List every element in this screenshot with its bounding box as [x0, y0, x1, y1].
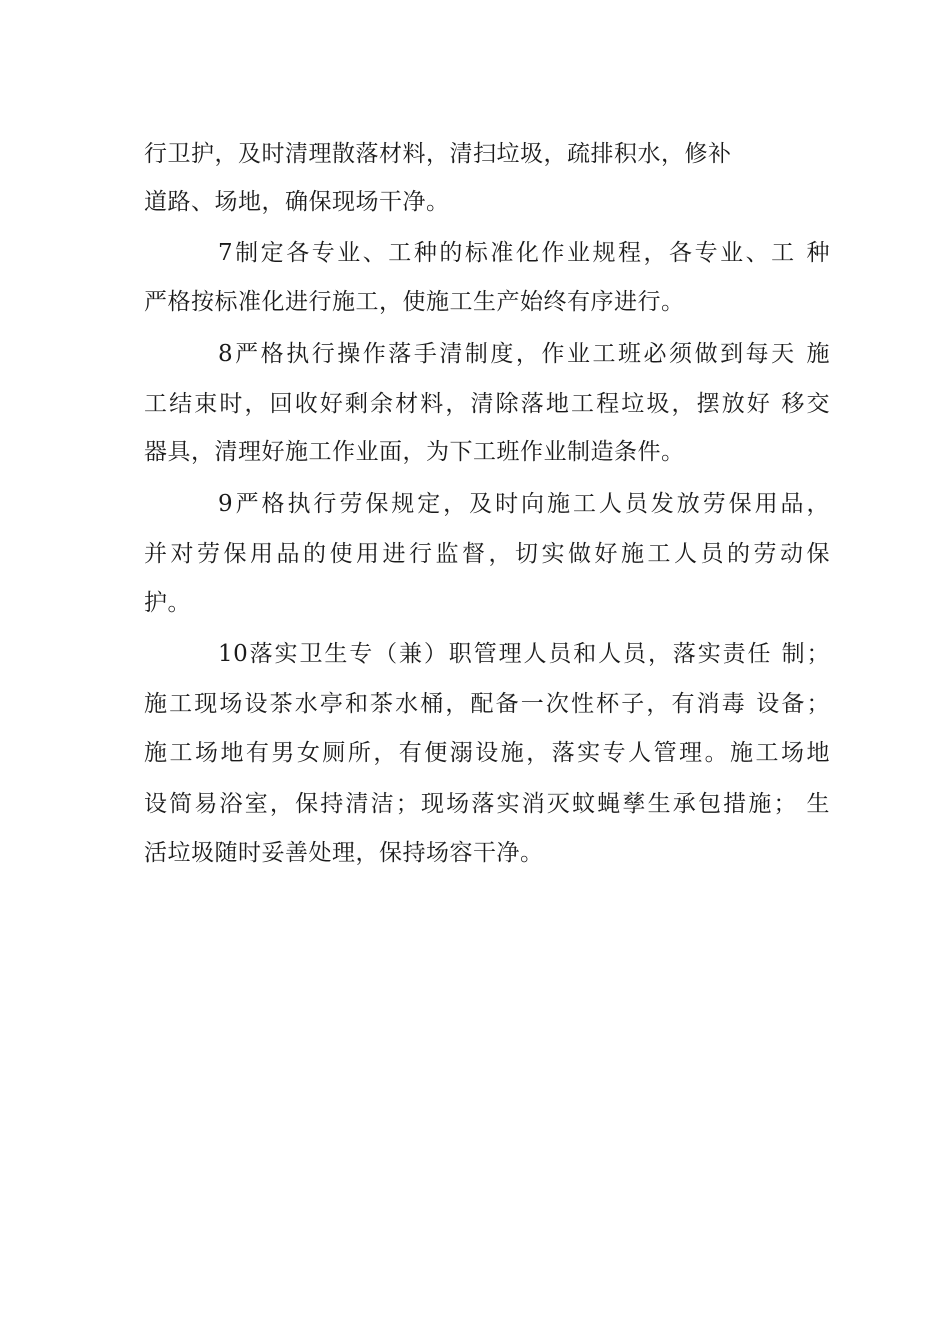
paragraph-line: 9严格执行劳保规定，及时向施工人员发放劳保用品，	[218, 491, 830, 517]
paragraph-line: 8严格执行操作落手清制度，作业工班必须做到每天 施	[218, 341, 830, 367]
paragraph-line: 施工现场设茶水亭和茶水桶，配备一次性杯子，有消毒 设备；	[144, 691, 830, 717]
paragraph-line: 严格按标准化进行施工，使施工生产始终有序进行。	[144, 289, 685, 315]
paragraph-line: 活垃圾随时妥善处理，保持场容干净。	[144, 840, 544, 866]
paragraph-line: 行卫护，及时清理散落材料，清扫垃圾，疏排积水，修补	[144, 141, 732, 167]
paragraph-line: 10落实卫生专（兼）职管理人员和人员，落实责任 制；	[218, 641, 830, 667]
paragraph-line: 器具，清理好施工作业面，为下工班作业制造条件。	[144, 439, 685, 465]
paragraph-line: 并对劳保用品的使用进行监督，切实做好施工人员的劳动保	[144, 541, 830, 567]
paragraph-line: 7制定各专业、工种的标准化作业规程，各专业、工 种	[218, 240, 830, 266]
paragraph-line: 设简易浴室，保持清洁；现场落实消灭蚊蝇孳生承包措施； 生	[144, 791, 830, 817]
paragraph-line: 工结束时，回收好剩余材料，清除落地工程垃圾，摆放好 移交	[144, 391, 830, 417]
paragraph-line: 道路、场地，确保现场干净。	[144, 189, 450, 215]
paragraph-line: 施工场地有男女厕所，有便溺设施，落实专人管理。施工场地	[144, 740, 830, 766]
paragraph-line: 护。	[144, 590, 191, 616]
